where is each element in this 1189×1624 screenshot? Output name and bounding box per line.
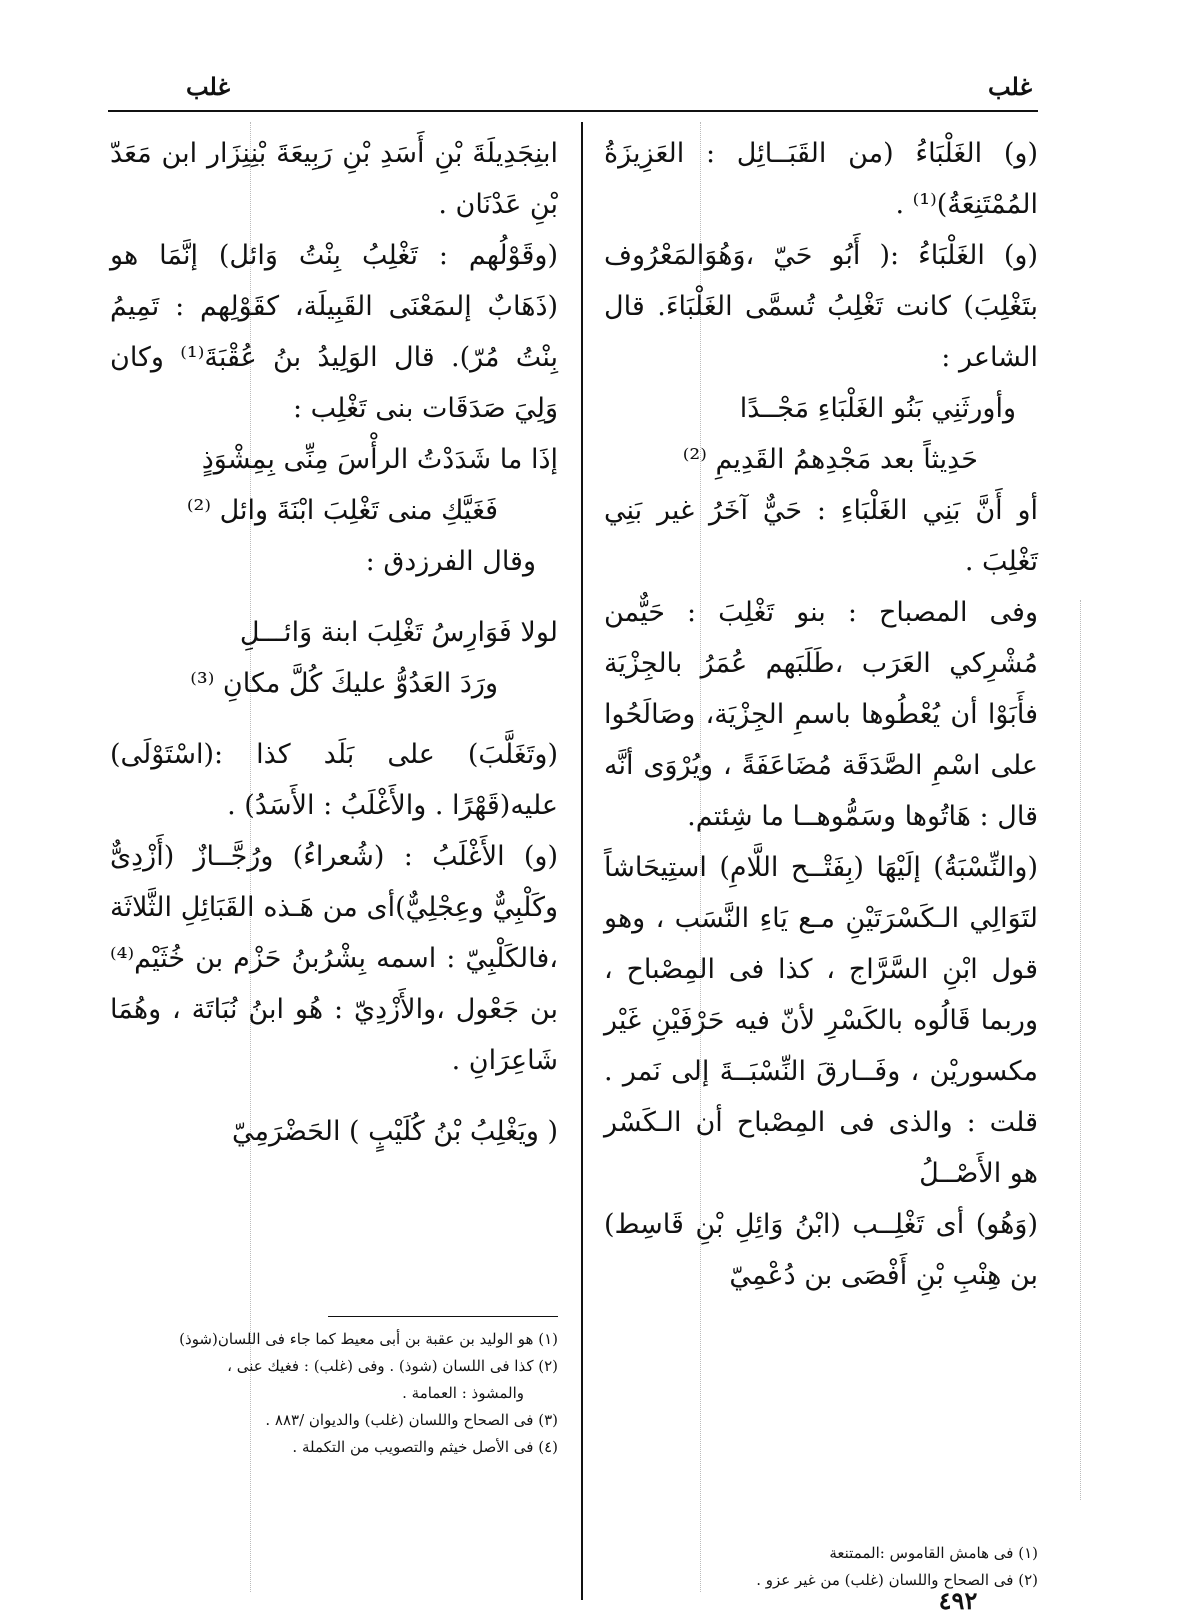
paragraph: (و) الغَلْبَاءُ (من القَبَــائِل : العَزِيزَةُ المُمْتَنِعَةُ)⁽¹⁾ . (604, 138, 1038, 220)
header-right-keyword: غلب (987, 72, 1032, 101)
verse-line: ورَدَ العَدُوُّ عليكَ كُلَّ مكانِ ⁽³⁾ (190, 668, 498, 699)
left-text-column (110, 128, 558, 1157)
paragraph: وفى المصباح : بنو تَغْلِبَ : حَيٌّمن مُشْرِكي العَرَب ،طَلَبَهم عُمَرُ بالجِزْيَة فأَبَوْا أن يُعْطُوها باسمِ الجِزْيَة، وصَالَحُوا على اسْمِ الصَّدَقَة مُضَاعَفَةً ، ويُرْوَى أنَّه قال : هَاتُوها وسَمُّوهــا ما شِئتم. (604, 597, 1038, 832)
paragraph: ( ويَغْلِبُ بْنُ كُلَيْبٍ ) الحَضْرَمِيّ (232, 1116, 558, 1147)
paragraph: ابنِجَدِيلَةَ بْنِ أَسَدِ بْنِ رَبِيعَةَ بْنِنِزَار ابن مَعَدّ بْنِ عَدْنَان . (110, 138, 558, 220)
paragraph: أو أَنَّ بَنِي الغَلْبَاءِ : حَيٌّ آخَرُ غير بَنِي تَغْلِبَ . (604, 495, 1038, 577)
verse-line: لولا فَوَارِسُ تَغْلِبَ ابنة وَائـــلِ (239, 617, 558, 648)
footnote: والمشوذ : العمامة . (402, 1384, 524, 1402)
footnote-rule (328, 1316, 558, 1317)
verse-line: حَدِيثاً بعد مَجْدِهمُ القَدِيمِ ⁽²⁾ (682, 444, 978, 475)
header-rule (108, 110, 1038, 112)
verse-line: وأورثَنِي بَنُو الغَلْبَاءِ مَجْــدًا (739, 393, 1016, 424)
page-number: ٤٩٢ (938, 1586, 978, 1615)
left-footnotes (110, 1326, 558, 1461)
paragraph: (و) الغَلْبَاءُ :( أَبُو حَيّ ،وَهُوَالمَعْرُوف بتَغْلِبَ) كانت تَغْلِبُ تُسمَّى الغَلْبَاءَ. قال الشاعر : (604, 240, 1038, 373)
paragraph: (وَهُو) أى تَغْلِــب (ابْنُ وَائِلِ بْنِ قَاسِط) بن هِنْبِ بْنِ أَفْصَى بن دُعْمِيّ (604, 1209, 1038, 1291)
verse-line: فَغَيَّكِ منى تَغْلِبَ ابْنَةَ وائل ⁽²⁾ (186, 495, 498, 526)
paragraph: (وقَوْلُهم : تَغْلِبُ بِنْتُ وَائل) إنَّمَا هو (ذَهَابٌ إلىمَعْنَى القَبِيلَة، كقَوْلِهم : تَمِيمُ بِنْتُ مُرّ). قال الوَلِيدُ بنُ عُقْبَةَ⁽¹⁾ وكان وَلِيَ صَدَقَات بنى تَغْلِب : (110, 240, 558, 424)
footnote: (١) هو الوليد بن عقبة بن أبى معيط كما جاء فى اللسان(شوذ) (179, 1330, 558, 1348)
paragraph: وقال الفرزدق : (365, 546, 536, 577)
verse-line: إذَا ما شَدَدْتُ الرأْسَ مِنِّى بِمِشْوَذٍ (201, 444, 558, 475)
footnote: (١) فى هامش القاموس :الممتنعة (829, 1544, 1038, 1562)
right-text-column (604, 128, 1038, 1301)
paragraph: (وتَغَلَّبَ) على بَلَد كذا :(اسْتَوْلَى) عليه(قَهْرًا . والأَغْلَبُ : الأَسَدُ) . (110, 739, 558, 821)
paragraph: (و) الأَغْلَبُ : (شُعراءُ) ورُجَّــازٌ (أَزْدِىٌّ وكَلْبِيٌّ وعِجْلِيٌّ)أى من هَـذه القَبَائِلِ الثَّلاثَة ،فالكَلْبِيّ : اسمه بِشْرُبنُ حَزْم بن خُثَيْم⁽⁴⁾ بن جَعْول ،والأَزْدِيّ : هُو ابنُ نُبَاتَة ، وهُمَا شَاعِرَانِ . (110, 841, 558, 1076)
footnote: (٢) كذا فى اللسان (شوذ) . وفى (غلب) : فغيك عنى ، (227, 1357, 558, 1375)
header-left-keyword: غلب (185, 72, 230, 101)
footnote: (٢) فى الصحاح واللسان (غلب) من غير عزو . (756, 1571, 1038, 1589)
paragraph: (والنِّسْبَةُ) إلَيْهَا (بِفَتْــح اللَّامِ) استِيحَاشاً لتَوَالِي الـكَسْرَتَيْنِ مـع يَاءِ النَّسَب ، وهو قول ابْنِ السَّرَّاج ، كذا فى المِصْباح ، وربما قَالُوه بالكَسْرِ لأنّ فيه حَرْفَيْنِ غَيْر مكسوريْن ، وفَــارقَ النِّسْبَــةَ إلى نَمر . قلت : والذى فى المِصْباح أن الـكَسْر هو الأَصْــلُ (604, 852, 1038, 1189)
footnote: (٣) فى الصحاح واللسان (غلب) والديوان /٨٨٣ . (265, 1411, 558, 1429)
footnote: (٤) فى الأصل خيثم والتصويب من التكملة . (292, 1438, 558, 1456)
column-divider (581, 122, 583, 1600)
scan-dotted-line (1080, 600, 1081, 1500)
